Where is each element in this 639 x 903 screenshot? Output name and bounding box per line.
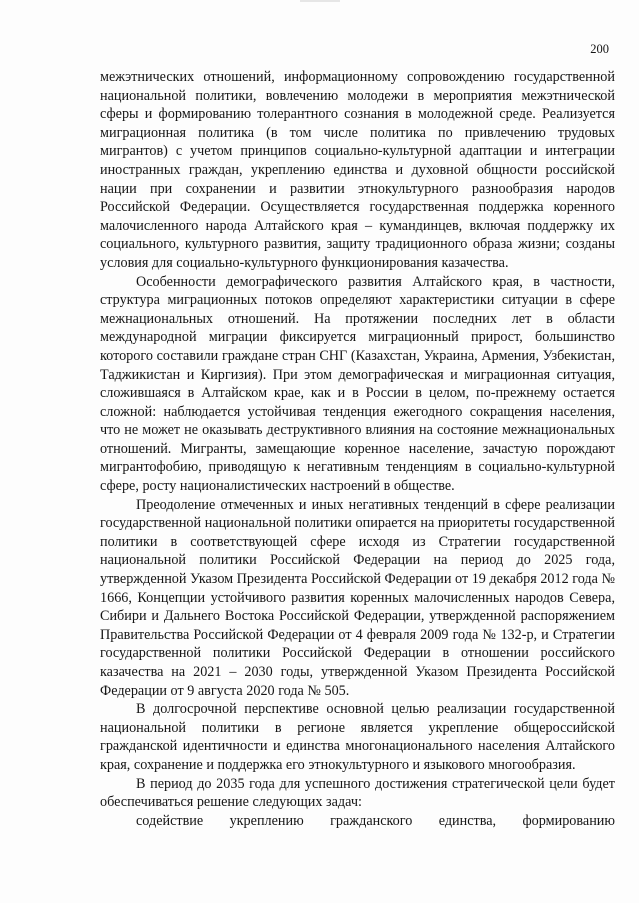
paragraph-tasks-intro: В период до 2035 года для успешного достижения стратегической цели будет обеспечиваться решение следующих задач: bbox=[100, 775, 615, 811]
paragraph-demography: Особенности демографического развития Алтайского края, в частности, структура миграционных потоков определяют характеристики ситуации в сфере межнациональных отношений. На протяжении последних лет в области международной миграции фиксируется миграционный прирост, большинство которого составили граждане стран СНГ (Казахстан, Украина, Армения, Узбекистан, Таджикистан и Киргизия). При этом демографическая и миграционная ситуация, сложившаяся в Алтайском крае, как и в России в целом, по-прежнему остается сложной: наблюдается устойчивая тенденция ежегодного сокращения населения, что не может не оказывать деструктивного влияния на состояние межнациональных отношений. Мигранты, замещающие коренное население, зачастую порождают мигрантофобию, приводящую к негативным тенденциям в социально-культурной сфере, росту националистических настроений в обществе. bbox=[100, 273, 615, 495]
paragraph-long-term-goal: В долгосрочной перспективе основной целью реализации государственной национальной политики в регионе является укрепление общероссийской гражданской идентичности и единства многонационального населения Алтайского края, сохранение и поддержка его этнокультурного и языкового многообразия. bbox=[100, 701, 615, 773]
scan-artifact bbox=[300, 0, 340, 2]
document-body bbox=[100, 68, 615, 830]
paragraph-continuation: межэтнических отношений, информационному сопровождению государственной национальной политики, вовлечению молодежи в мероприятия межэтнической сферы и формированию толерантного сознания в молодежной среде. Реализуется миграционная политика (в том числе политика по привлечению трудовых мигрантов) с учетом принципов социально-культурной адаптации и интеграции иностранных граждан, укреплению единства и духовной общности российской нации при сохранении и развитии этнокультурного разнообразия народов Российской Федерации. Осуществляется государственная поддержка коренного малочисленного народа Алтайского края – кумандинцев, включая поддержку их социального, культурного развития, защиту традиционного образа жизни; созданы условия для социально-культурного функционирования казачества. bbox=[100, 69, 615, 271]
page-number: 200 bbox=[590, 42, 609, 56]
paragraph-task-item: содействие укреплению гражданского единства, формированию bbox=[136, 812, 615, 829]
paragraph-strategy-priorities: Преодоление отмеченных и иных негативных тенденций в сфере реализации государственной национальной политики опирается на приоритеты государственной политики в соответствующей сфере исходя из Стратегии государственной национальной политики Российской Федерации на период до 2025 года, утвержденной Указом Президента Российской Федерации от 19 декабря 2012 года № 1666, Концепции устойчивого развития коренных малочисленных народов Севера, Сибири и Дальнего Востока Российской Федерации, утвержденной распоряжением Правительства Российской Федерации от 4 февраля 2009 года № 132-р, и Стратегии государственной политики Российской Федерации в отношении российского казачества на 2021 – 2030 годы, утвержденной Указом Президента Российской Федерации от 9 августа 2020 года № 505. bbox=[100, 496, 615, 699]
